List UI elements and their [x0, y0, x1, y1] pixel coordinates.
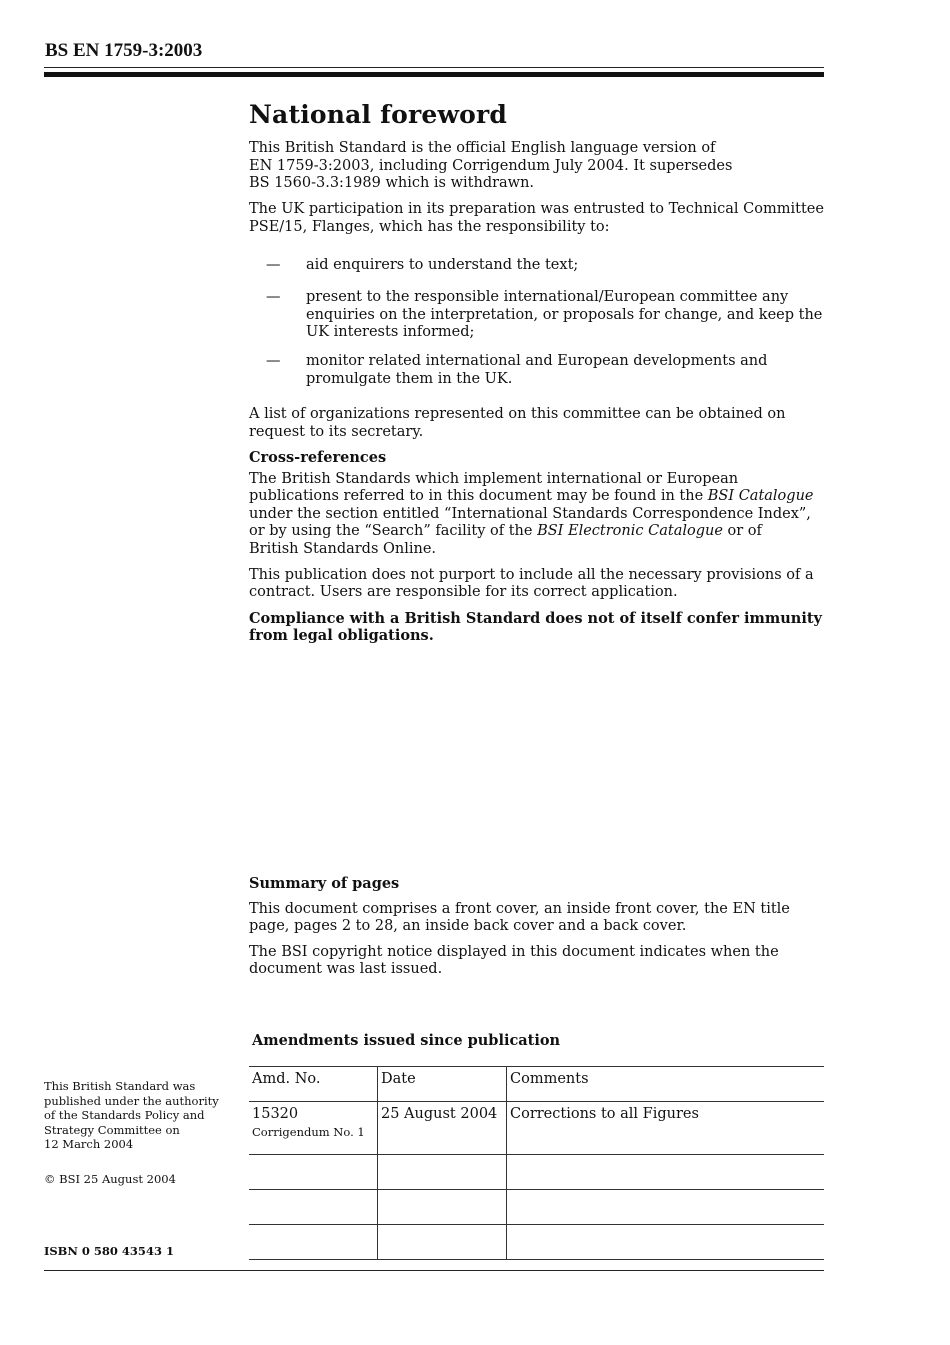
amendments-table [249, 1066, 824, 1260]
header-rule-thin [44, 67, 824, 68]
document-id: BS EN 1759-3:2003 [45, 40, 203, 61]
section-heading: Cross-references [249, 449, 387, 466]
isbn: ISBN 0 580 43543 1 [44, 1244, 174, 1258]
copyright-line: © BSI 25 August 2004 [44, 1172, 176, 1186]
amd-number-cell: 15320 Corrigendum No. 1 [249, 1102, 378, 1155]
publication-note: This British Standard was published under the authority of the Standards Policy and Strategy Committee on 12 March 2004 [44, 1079, 219, 1151]
intro-paragraph [249, 140, 827, 193]
summary-paragraph: This document comprises a front cover, an inside front cover, the EN title page, pages 2 to 28, an inside back cover and a back cover. [249, 900, 790, 935]
column-header: Comments [507, 1067, 825, 1102]
dash-marker: — [266, 257, 281, 273]
table-header-row [249, 1067, 824, 1102]
copyright-notice-paragraph: The BSI copyright notice displayed in this document indicates when the document was last issued. [249, 943, 779, 978]
header-rule-thick [44, 72, 824, 77]
amendments-title: Amendments issued since publication [252, 1032, 561, 1049]
participation-paragraph: The UK participation in its preparation was entrusted to Technical Committee PSE/15, Flanges, which has the responsibility to: [249, 201, 824, 235]
dash-marker: — [266, 289, 281, 305]
cross-references-section [249, 449, 827, 645]
compliance-statement: Compliance with a British Standard does not of itself confer immunity from legal obligations. [249, 609, 822, 645]
intro-line: This British Standard is the official English language version of [249, 140, 716, 156]
date-cell: 25 August 2004 [378, 1102, 507, 1155]
table-row-empty [249, 1190, 824, 1225]
section-heading: Summary of pages [249, 875, 400, 892]
committee-note: A list of organizations represented on this committee can be obtained on request to its secretary. [249, 406, 786, 440]
column-header: Date [378, 1067, 507, 1102]
table-row-empty [249, 1225, 824, 1260]
provisions-paragraph: This publication does not purport to include all the necessary provisions of a contract. Users are responsible for its correct application. [249, 566, 814, 601]
comments-cell: Corrections to all Figures [507, 1102, 825, 1155]
intro-line: BS 1560-3.3:1989 which is withdrawn. [249, 175, 535, 192]
page-title: National foreword [249, 100, 508, 129]
footer-rule [44, 1270, 824, 1271]
summary-section [249, 875, 827, 979]
intro-line: EN 1759-3:2003, including Corrigendum July 2004. It supersedes [249, 157, 733, 174]
table-row [249, 1102, 824, 1155]
dash-marker: — [266, 353, 281, 369]
column-header: Amd. No. [249, 1067, 378, 1102]
table-row-empty [249, 1155, 824, 1190]
cross-references-paragraph: The British Standards which implement international or European publications referred to in this document may be found in the BSI Catalogue under the section entitled “International Standards Correspondence Index”, or by using the “Search” facility of the BSI Electronic Catalogue or of British Standards Online. [249, 470, 814, 557]
